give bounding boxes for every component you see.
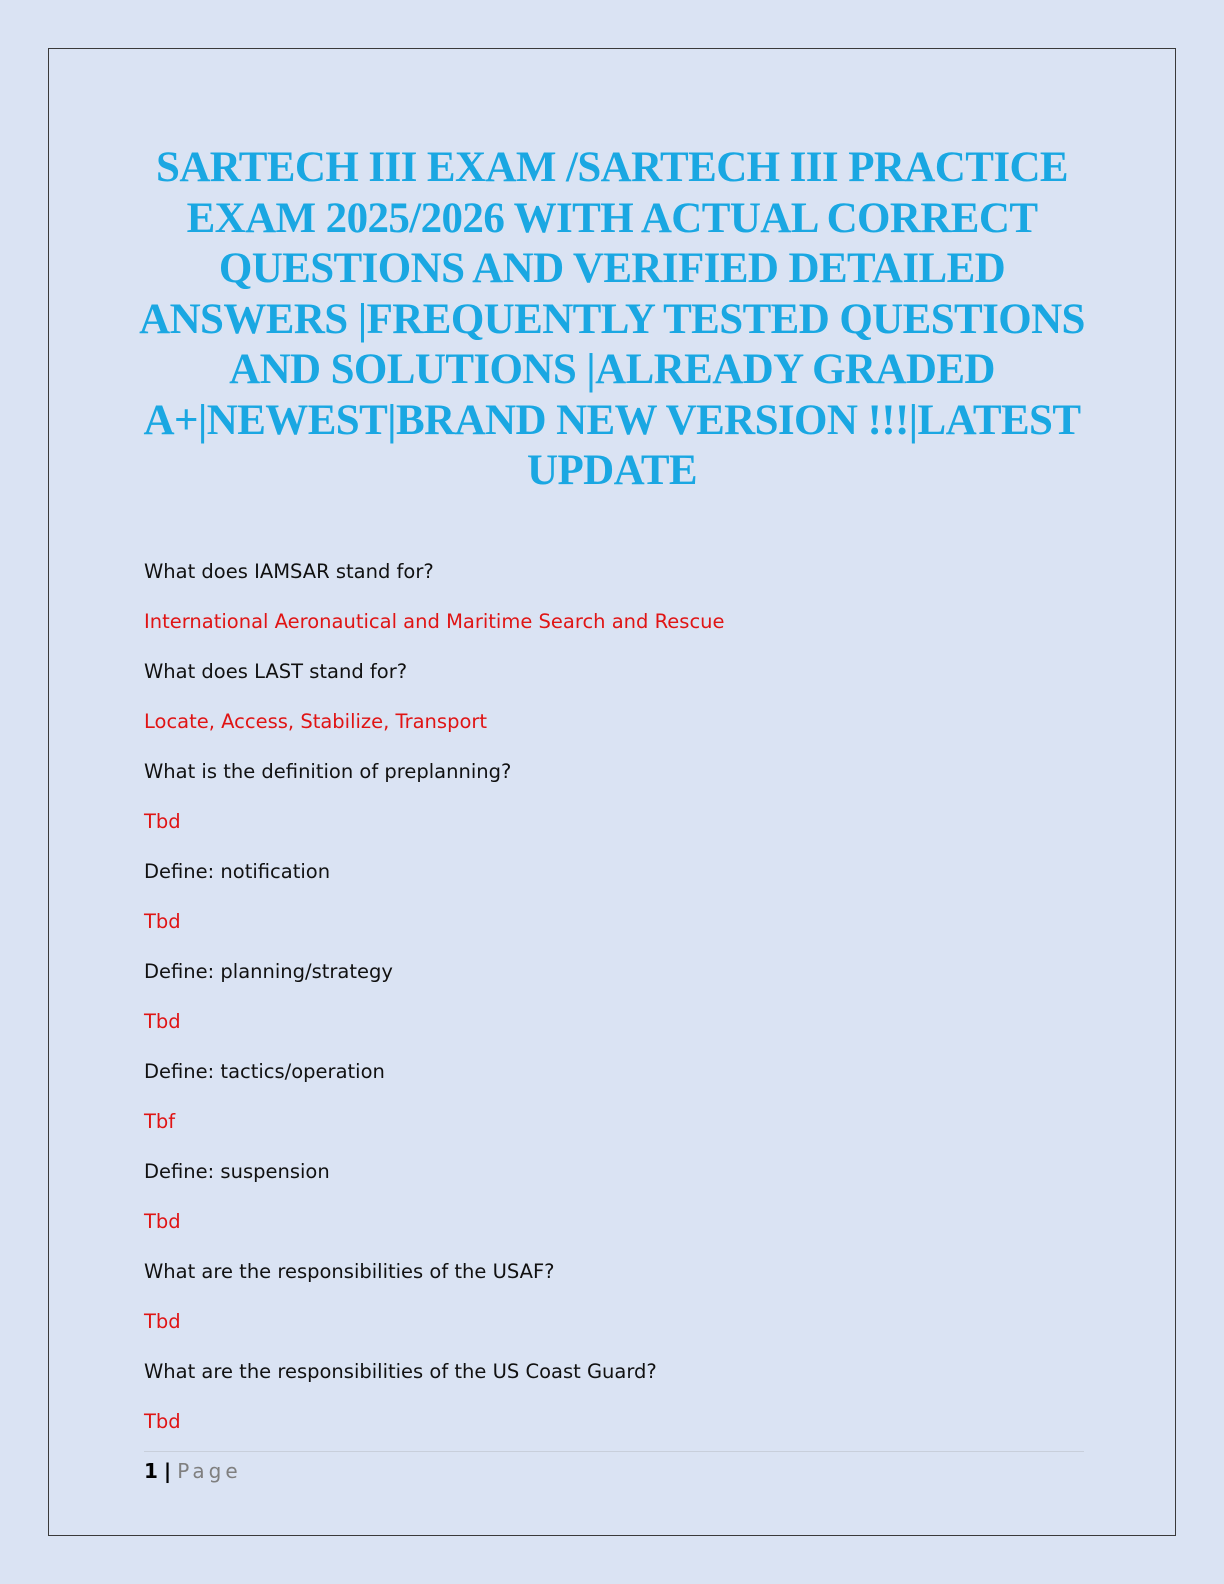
footer-divider: [144, 1451, 1084, 1452]
answer-5: Tbd: [144, 1010, 181, 1033]
answer-3: Tbd: [144, 810, 181, 833]
answer-1: International Aeronautical and Maritime Search and Rescue: [144, 610, 725, 633]
answer-7: Tbd: [144, 1210, 181, 1233]
page-number: 1: [144, 1459, 158, 1483]
page-separator: |: [163, 1459, 172, 1483]
question-7: Define: suspension: [144, 1160, 330, 1183]
page-label: Page: [177, 1459, 242, 1483]
qa-list: [144, 554, 1084, 1454]
question-6: Define: tactics/operation: [144, 1060, 385, 1083]
question-4: Define: notification: [144, 860, 331, 883]
question-2: What does LAST stand for?: [144, 660, 408, 683]
answer-4: Tbd: [144, 910, 181, 933]
question-1: What does IAMSAR stand for?: [144, 560, 434, 583]
answer-6: Tbf: [144, 1110, 176, 1133]
document-title: SARTECH III EXAM /SARTECH III PRACTICE EXAM 2025/2026 WITH ACTUAL CORRECT QUESTIONS AND VERIFIED DETAILED ANSWERS |FREQUENTLY TESTED QUESTIONS AND SOLUTIONS |ALREADY GRADED A+|NEWEST|BRAND NEW VERSION !!!|LATEST UPDATE: [139, 144, 1085, 494]
page-footer: [144, 1455, 242, 1487]
question-8: What are the responsibilities of the USAF?: [144, 1260, 555, 1283]
question-3: What is the definition of preplanning?: [144, 760, 512, 783]
question-9: What are the responsibilities of the US Coast Guard?: [144, 1360, 657, 1383]
answer-8: Tbd: [144, 1310, 181, 1333]
answer-2: Locate, Access, Stabilize, Transport: [144, 710, 488, 733]
answer-9: Tbd: [144, 1410, 181, 1433]
question-5: Define: planning/strategy: [144, 960, 393, 983]
